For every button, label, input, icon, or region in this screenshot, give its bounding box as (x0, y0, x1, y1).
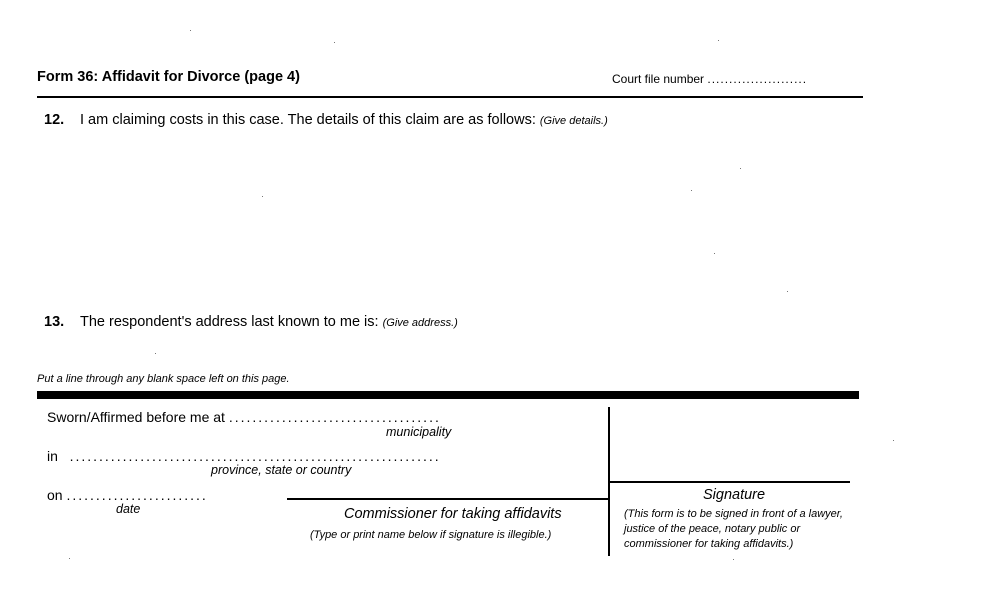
municipality-caption: municipality (386, 425, 452, 439)
blank-space-note: Put a line through any blank space left on this page. (37, 373, 290, 385)
commissioner-caption: Commissioner for taking affidavits (344, 506, 562, 522)
sworn-label: Sworn/Affirmed before me at (47, 409, 225, 425)
scan-speck (155, 353, 156, 354)
in-label: in (47, 448, 58, 464)
court-file-field[interactable]: ....................... (707, 72, 808, 86)
signature-caption: Signature (703, 487, 766, 503)
scan-speck (718, 40, 719, 41)
item-12-text: I am claiming costs in this case. The details of this claim are as follows: (80, 112, 540, 128)
item-13-note: (Give address.) (382, 317, 458, 329)
scan-speck (190, 30, 191, 31)
scan-speck (733, 559, 734, 560)
scan-speck (691, 190, 692, 191)
municipality-field[interactable]: .................................... (228, 409, 441, 425)
item-12-number: 12. (44, 112, 65, 128)
item-13 (44, 314, 458, 330)
court-file-number (612, 72, 807, 86)
scan-speck (714, 253, 715, 254)
header-rule (37, 96, 863, 98)
scan-speck (69, 558, 70, 559)
scan-speck (262, 196, 263, 197)
item-13-number: 13. (44, 314, 65, 330)
date-caption: date (116, 502, 141, 516)
sworn-row (47, 409, 441, 425)
in-row (47, 448, 441, 464)
jurat-divider (37, 391, 859, 399)
province-caption: province, state or country (211, 463, 352, 477)
commissioner-note: (Type or print name below if signature is illegible.) (310, 529, 552, 541)
scan-speck (787, 291, 788, 292)
item-13-text: The respondent's address last known to me is: (80, 314, 383, 330)
commissioner-signature-line[interactable] (287, 498, 608, 500)
province-field[interactable]: ............................................................... (69, 448, 441, 464)
on-label: on (47, 487, 63, 503)
scan-speck (334, 42, 335, 43)
item-12 (44, 112, 608, 128)
on-row (47, 487, 208, 503)
deponent-signature-line[interactable] (610, 481, 850, 483)
date-field[interactable]: ........................ (66, 487, 208, 503)
signature-note: (This form is to be signed in front of a lawyer, justice of the peace, notary public or commissioner for taking affidavits.) (624, 508, 843, 550)
court-file-label: Court file number (612, 72, 705, 86)
scan-speck (740, 168, 741, 169)
form-title: Form 36: Affidavit for Divorce (page 4) (37, 69, 300, 85)
item-12-note: (Give details.) (539, 115, 608, 127)
scan-speck (893, 440, 894, 441)
